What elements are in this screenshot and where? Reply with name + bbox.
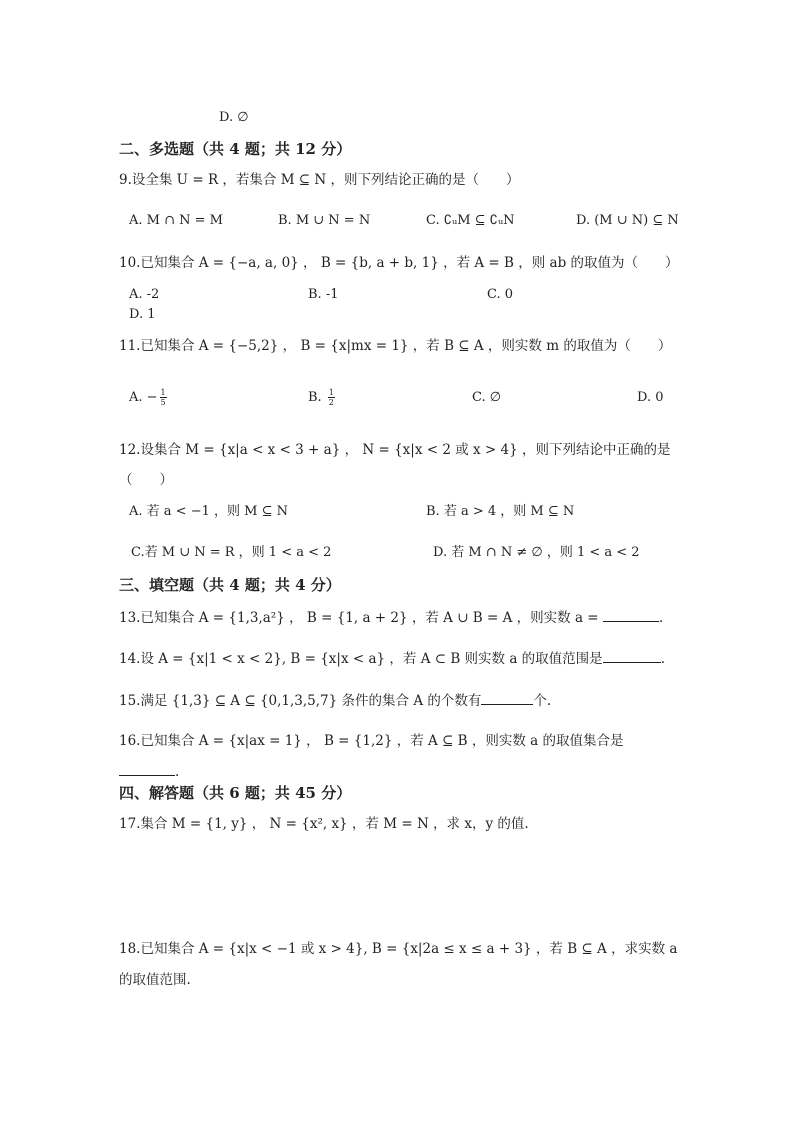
question-13-stem: 13.已知集合 A = {1,3,a²} ， B = {1, a + 2} ，若 A ∪ B = A ，则实数 a =	[119, 610, 603, 626]
question-11-option-a	[129, 388, 167, 407]
question-9-option-a: A. M ∩ N = M	[129, 213, 223, 228]
question-15-end: 个.	[533, 693, 552, 709]
answer-blank[interactable]	[481, 690, 533, 705]
question-12-option-a: A. 若 a < −1 ，则 M ⊆ N	[129, 504, 288, 519]
question-12-stem-continued: （ ）	[119, 472, 173, 488]
question-15-stem: 15.满足 {1,3} ⊆ A ⊆ {0,1,3,5,7} 条件的集合 A 的个数有	[119, 693, 482, 709]
question-11-stem: 11.已知集合 A = {−5,2} ， B = {x|mx = 1} ，若 B ⊆ A ，则实数 m 的取值为（ ）	[119, 338, 672, 354]
question-17-stem: 17.集合 M = {1, y} ， N = {x², x} ，若 M = N ，求 x，y 的值.	[119, 816, 529, 832]
fraction-numerator: 1	[328, 388, 334, 397]
option-b-prefix: B.	[308, 389, 322, 405]
question-15	[119, 690, 551, 710]
question-9-option-d: D. (M ∪ N) ⊆ N	[576, 213, 679, 228]
question-12-option-d: D. 若 M ∩ N ≠ ∅ ，则 1 < a < 2	[433, 545, 640, 560]
question-10-option-a: A. -2	[129, 287, 160, 302]
section-title-fill-in: 三、填空题（共 4 题；共 4 分）	[119, 576, 341, 594]
question-18-stem: 18.已知集合 A = {x|x < −1 或 x > 4}, B = {x|2a ≤ x ≤ a + 3} ，若 B ⊆ A ，求实数 a	[119, 941, 678, 957]
question-11-option-c: C. ∅	[472, 390, 502, 405]
question-14-end: .	[660, 651, 665, 667]
question-13-end: .	[658, 610, 664, 626]
fraction-one-fifth	[160, 388, 167, 407]
option-a-prefix: A. −	[129, 389, 158, 405]
fraction-denominator: 2	[328, 398, 334, 407]
question-9-option-b: B. M ∪ N = N	[278, 213, 371, 228]
answer-blank[interactable]	[603, 648, 661, 663]
fraction-numerator: 1	[160, 388, 166, 397]
answer-blank[interactable]	[119, 761, 175, 776]
q8-option-d: D. ∅	[219, 110, 249, 125]
question-13	[119, 607, 663, 627]
question-12-stem: 12.设集合 M = {x|a < x < 3 + a} ， N = {x|x < 2 或 x > 4} ，则下列结论中正确的是	[119, 442, 671, 458]
section-title-solutions: 四、解答题（共 6 题；共 45 分）	[119, 784, 352, 802]
question-16-answer	[119, 761, 179, 781]
question-12-option-c: C.若 M ∪ N = R ，则 1 < a < 2	[131, 545, 332, 560]
question-10-stem: 10.已知集合 A = {−a, a, 0} ， B = {b, a + b, 1} ，若 A = B ，则 ab 的取值为（ ）	[119, 255, 679, 271]
section-title-multiple-choice: 二、多选题（共 4 题；共 12 分）	[119, 140, 352, 158]
fraction-denominator: 5	[160, 398, 166, 407]
question-18-stem-continued: 的取值范围.	[119, 972, 191, 988]
question-10-option-d: D. 1	[129, 307, 156, 322]
fraction-one-half	[328, 388, 335, 407]
question-16-stem: 16.已知集合 A = {x|ax = 1} ， B = {1,2} ，若 A ⊆ B ，则实数 a 的取值集合是	[119, 733, 624, 749]
question-9-stem: 9.设全集 U = R ，若集合 M ⊆ N ，则下列结论正确的是（ ）	[119, 172, 520, 188]
answer-blank[interactable]	[603, 607, 659, 622]
question-10-option-c: C. 0	[487, 287, 514, 302]
question-10-option-b: B. -1	[308, 287, 339, 302]
question-12-option-b: B. 若 a > 4 ，则 M ⊆ N	[426, 504, 575, 519]
question-9-option-c: C. ∁ᵤM ⊆ ∁ᵤN	[426, 213, 515, 228]
question-16-end: .	[175, 764, 180, 780]
question-11-option-b	[308, 388, 335, 407]
question-14	[119, 648, 665, 668]
question-14-stem: 14.设 A = {x|1 < x < 2}, B = {x|x < a} ，若 A ⊂ B 则实数 a 的取值范围是	[119, 651, 603, 667]
question-11-option-d: D. 0	[637, 390, 664, 405]
